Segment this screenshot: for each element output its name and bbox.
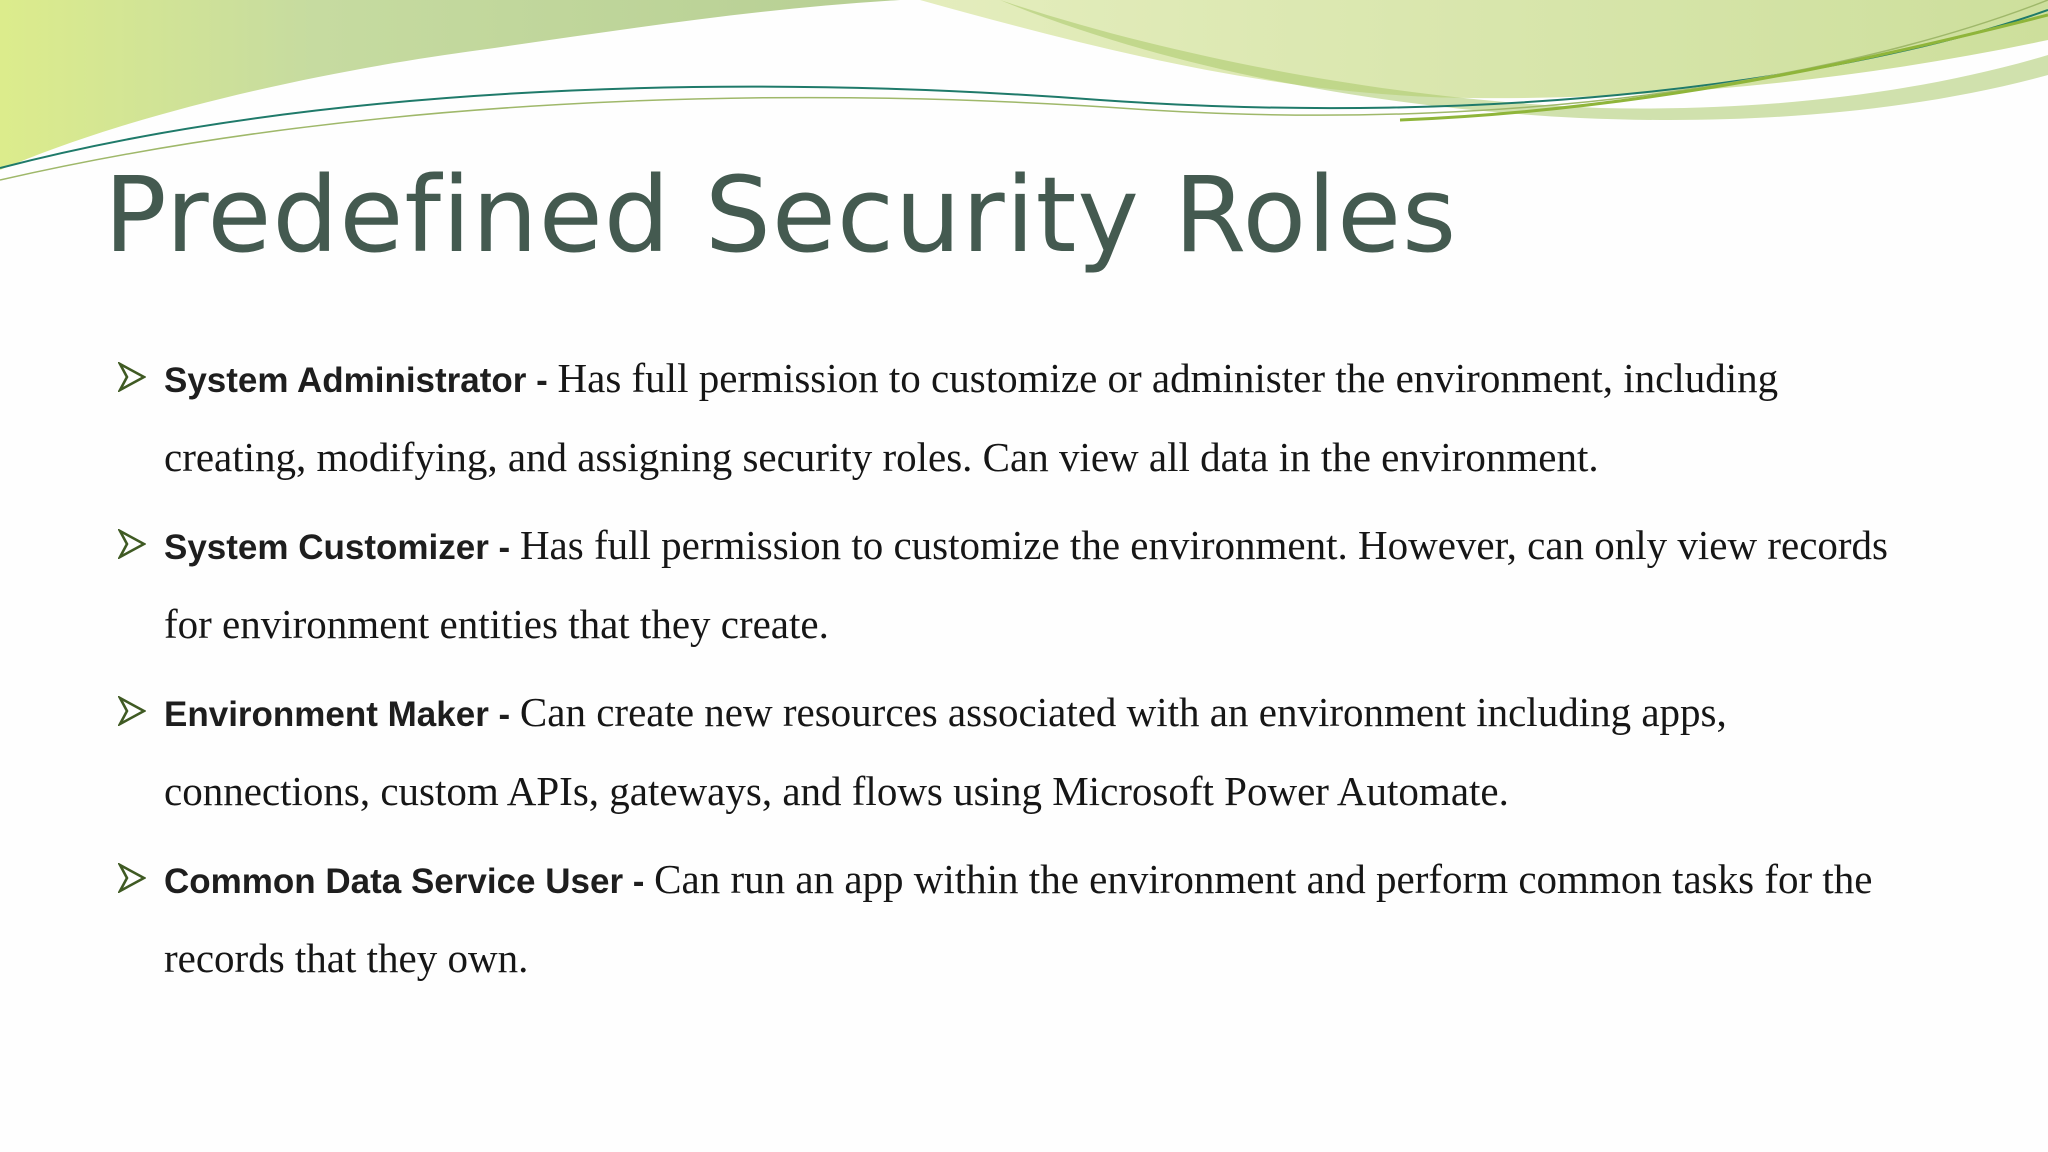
arrow-bullet-icon	[118, 362, 146, 392]
role-description: Has full permission to customize the environment. However, can only view records for environment entities that they create.	[164, 522, 1889, 647]
arrow-bullet-icon	[118, 696, 146, 726]
list-item	[118, 340, 1918, 496]
role-description: Can create new resources associated with an environment including apps, connections, custom APIs, gateways, and flows using Microsoft Power Automate.	[164, 689, 1727, 814]
arrow-bullet-icon	[118, 529, 146, 559]
role-name: Common Data Service User -	[164, 862, 655, 901]
role-description: Has full permission to customize or administer the environment, including creating, modifying, and assigning security roles. Can view all data in the environment.	[164, 355, 1779, 480]
role-description: Can run an app within the environment and perform common tasks for the records that they own.	[164, 856, 1873, 981]
list-item	[118, 841, 1918, 997]
arrow-bullet-icon	[118, 863, 146, 893]
slide-title: Predefined Security Roles	[104, 154, 1458, 276]
role-name: Environment Maker -	[164, 695, 520, 734]
role-name: System Administrator -	[164, 361, 558, 400]
list-item	[118, 674, 1918, 830]
swoosh-right-wave	[920, 0, 2048, 98]
roles-bullet-list	[118, 340, 1918, 1008]
role-name: System Customizer -	[164, 528, 520, 567]
swoosh-left-wave	[0, 0, 900, 170]
list-item	[118, 507, 1918, 663]
